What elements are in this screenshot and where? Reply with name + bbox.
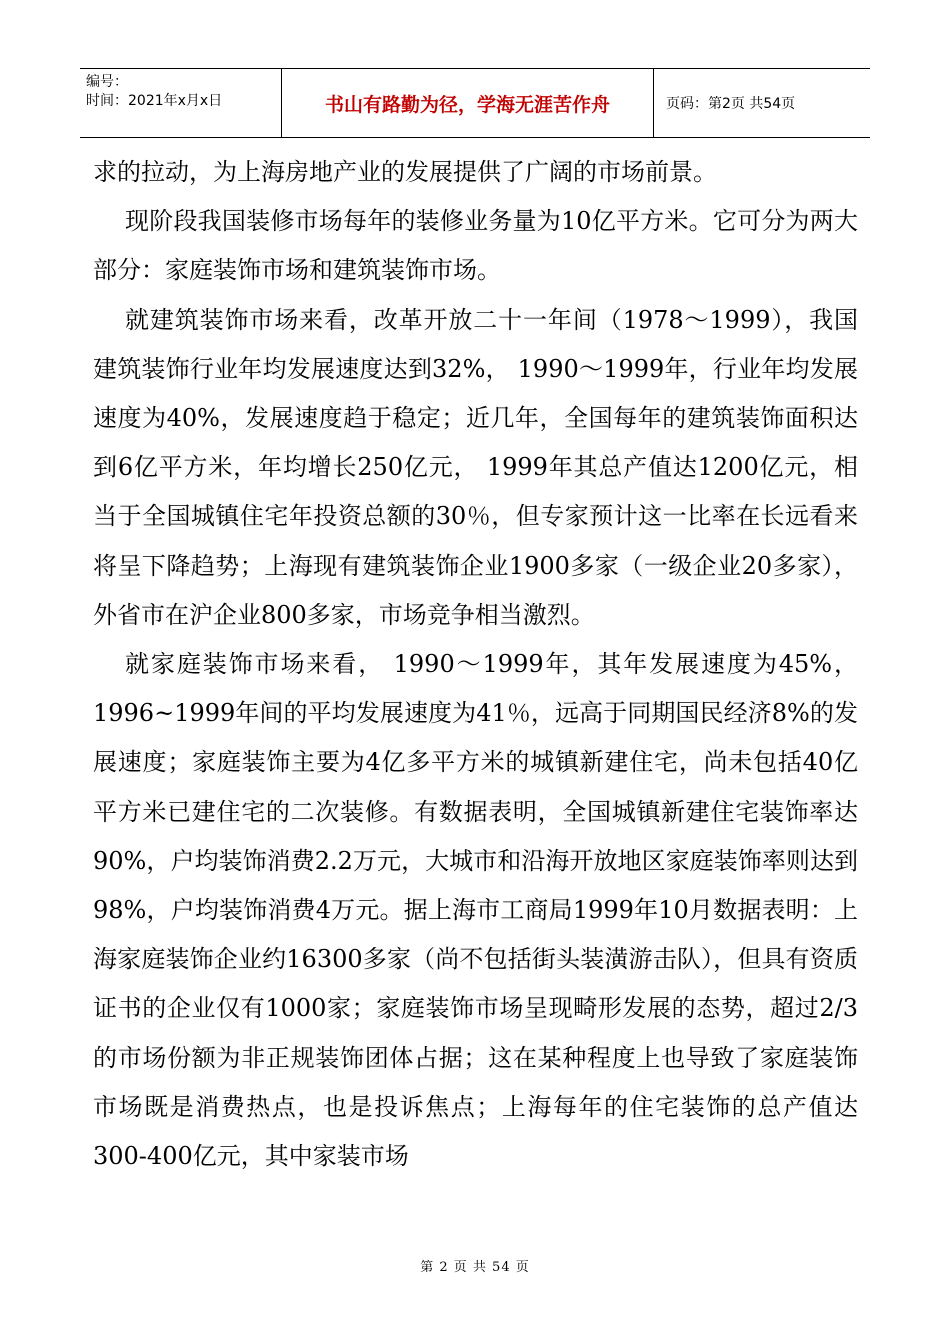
number-label: 编号： bbox=[86, 74, 128, 90]
document-body bbox=[93, 148, 858, 1181]
paragraph-continuation: 求的拉动，为上海房地产业的发展提供了广阔的市场前景。 bbox=[93, 158, 717, 186]
paragraph-building-decoration: 就建筑装饰市场来看，改革开放二十一年间（1978～1999），我国建筑装饰行业年均发展速度达到32%， 1990～1999年，行业年均发展速度为40%，发展速度趋于稳定；近几年，全国每年的建筑装饰面积达到6亿平方米，年均增长250亿元， 1999年其总产值达1200亿元，相当于全国城镇住宅年投资总额的30％，但专家预计这一比率在长远看来将呈下降趋势；上海现有建筑装饰企业1900多家（一级企业20多家），外省市在沪企业800多家，市场竞争相当激烈。 bbox=[93, 305, 858, 629]
header-page-info: 页码：第2页 共54页 bbox=[666, 96, 796, 112]
paragraph-home-decoration: 就家庭装饰市场来看， 1990～1999年，其年发展速度为45%，1996~1999年间的平均发展速度为41％，远高于同期国民经济8%的发展速度；家庭装饰主要为4亿多平方米的城镇新建住宅，尚未包括40亿平方米已建住宅的二次装修。有数据表明，全国城镇新建住宅装饰率达90%，户均装饰消费2.2万元，大城市和沿海开放地区家庭装饰率则达到98%，户均装饰消费4万元。据上海市工商局1999年10月数据表明：上海家庭装饰企业约16300多家（尚不包括街头装潢游击队），但具有资质证书的企业仅有1000家；家庭装饰市场呈现畸形发展的态势，超过2/3的市场份额为非正规装饰团体占据；这在某种程度上也导致了家庭装饰市场既是消费热点，也是投诉焦点；上海每年的住宅装饰的总产值达300-400亿元，其中家装市场 bbox=[93, 650, 858, 1171]
document-header bbox=[80, 68, 870, 138]
page-footer: 第 2 页 共 54 页 bbox=[420, 1260, 530, 1275]
header-motto: 书山有路勤为径，学海无涯苦作舟 bbox=[282, 69, 654, 137]
header-meta bbox=[80, 69, 282, 137]
paragraph-market-overview: 现阶段我国装修市场每年的装修业务量为10亿平方米。它可分为两大部分：家庭装饰市场和建筑装饰市场。 bbox=[93, 207, 858, 285]
time-label: 时间：2021年x月x日 bbox=[86, 93, 223, 109]
